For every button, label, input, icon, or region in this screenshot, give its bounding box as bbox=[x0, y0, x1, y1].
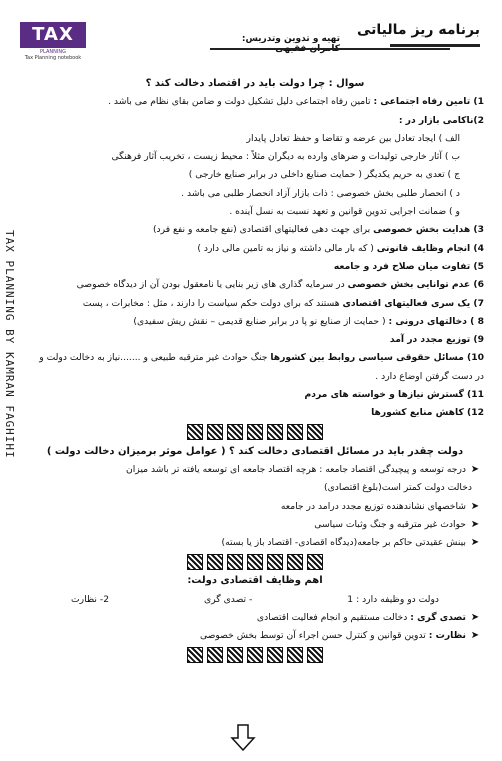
bullet-continuation: دخالت دولت کمتر است(بلوغ اقتصادی) bbox=[324, 482, 472, 494]
list-item: 5) تفاوت میان صلاح فرد و جامعه bbox=[333, 260, 484, 272]
list-item: 2)ناکامی بازار در : bbox=[398, 114, 484, 126]
definition-item: ➤ تصدی گری : دخالت مستقیم و انجام فعالیت اقتصادی bbox=[26, 609, 484, 627]
logo-mark: TAX bbox=[20, 22, 86, 48]
list-item: د ) انحصار طلبی بخش خصوصی : ذات بازار آزاد انحصار طلبی می باشد . bbox=[181, 187, 460, 199]
bullet-item: ➤ حوادث غیر مترقبه و جنگ وثبات سیاسی bbox=[26, 516, 484, 534]
reasons-list bbox=[26, 93, 484, 422]
bullet-item: ➤ بینش عقیدتی حاکم بر جامعه(دیدگاه اقصادی- اقتصاد باز یا بسته) bbox=[26, 534, 484, 552]
ornament-divider bbox=[26, 646, 484, 666]
section3-heading: اهم وظایف اقتصادی دولت: bbox=[187, 575, 323, 587]
list-item: ب ) آثار خارجی تولیدات و ضرهای وارده به دیگران مثلاً : محیط زیست ، تخریب آثار فرهنگی bbox=[111, 151, 460, 163]
side-watermark bbox=[3, 230, 19, 700]
list-item: الف ) ایجاد تعادل بین عرضه و تقاضا و حفظ تعادل پایدار bbox=[246, 132, 460, 144]
list-item: 12) کاهش منابع کشورها bbox=[371, 407, 484, 419]
arrow-icon: ➤ bbox=[470, 463, 480, 475]
list-item: 11) گسترش نیازها و خواسته های مردم bbox=[304, 389, 484, 401]
page-header-title: برنامه ریز مالیاتی bbox=[357, 22, 480, 38]
list-item: 1) تامین رفاه اجتماعی : تامین رفاه اجتماعی دلیل تشکیل دولت و ضامن بقای نظام می باشد . bbox=[108, 96, 484, 108]
list-item: 6) عدم توانایی بخش خصوصی در سرمایه گذاری های زیر بنایی یا نامعقول بودن آن از دیدگاه خصوصی bbox=[76, 279, 484, 291]
tax-planning-logo bbox=[20, 22, 86, 62]
header-rule-accent bbox=[390, 44, 480, 47]
list-item: و ) ضمانت اجرایی تدوین قوانین و تعهد نسبت به نسل آینده . bbox=[229, 206, 460, 218]
section2-heading: دولت چقدر باید در مسائل اقتصادی دخالت کند ؟ ( عوامل موثر برمیزان دخالت دولت ) bbox=[46, 445, 464, 457]
list-item: ج ) تعدی به حریم یکدیگر ( حمایت صنایع داخلی در برابر صنایع خارجی ) bbox=[188, 169, 460, 181]
ornament-divider bbox=[26, 423, 484, 443]
bullet-item: ➤ درجه توسعه و پیچیدگی اقتصاد جامعه : هرچه اقتصاد جامعه ای توسعه یافته تر باشد میزان bbox=[26, 461, 484, 479]
arrow-icon: ➤ bbox=[470, 537, 480, 549]
next-page-arrow-icon bbox=[230, 724, 256, 752]
list-item: 4) انجام وظایف قانونی ( که بار مالی داشته و نیاز به تامین مالی دارد ) bbox=[197, 242, 484, 254]
ornament-divider bbox=[26, 552, 484, 572]
list-item: 8 ) دخالتهای درونی : ( حمایت از صنایع نو پا در برابر صنایع قدیمی – نقش ریش سفیدی) bbox=[133, 315, 484, 327]
logo-subtitle: PLANNING bbox=[40, 49, 66, 55]
list-item: 7) یک سری فعالیتهای اقتصادی هستند که برای دولت حکم سیاست را دارند ، مثل : مخابرات ، پست bbox=[82, 297, 484, 309]
document-body bbox=[26, 75, 484, 666]
arrow-icon: ➤ bbox=[470, 500, 480, 512]
list-item: در دست گرفتن اوضاع دارد . bbox=[375, 370, 484, 382]
duties-row: دولت دو وظیفه دارد : 1 - تصدی گری 2- نظارت bbox=[71, 593, 439, 605]
list-item: 9) توزیع مجدد در آمد bbox=[389, 334, 484, 346]
list-item: 3) هدایت بخش خصوصی برای جهت دهی فعالیتهای اقتصادی (نفع جامعه و نفع فرد) bbox=[152, 224, 484, 236]
question-heading: سوال : چرا دولت باید در اقتصاد دخالت کند ؟ bbox=[145, 78, 365, 89]
arrow-icon: ➤ bbox=[470, 518, 480, 530]
arrow-icon: ➤ bbox=[470, 612, 480, 624]
definition-item: ➤ نظارت : تدوین قوانین و کنترل حسن اجراء آن توسط بخش خصوصی bbox=[26, 627, 484, 645]
arrow-icon: ➤ bbox=[470, 630, 480, 642]
side-watermark-text: TAX PLANNING BY KAMRAN FAGHIHI bbox=[3, 230, 16, 459]
bullet-item: ➤ شاخصهای نشاندهنده توزیع مجدد درامد در جامعه bbox=[26, 498, 484, 516]
header-rule bbox=[210, 48, 450, 50]
logo-tagline: Tax Planning notebook bbox=[24, 55, 82, 61]
author-credit: تهیه و تدوین وتدریس: bbox=[241, 34, 340, 44]
list-item: 10) مسائل حقوقی سیاسی روابط بین کشورها جنگ حوادث غیر مترقبه طبیعی و .......نیاز به دخالت دولت و bbox=[39, 352, 484, 364]
